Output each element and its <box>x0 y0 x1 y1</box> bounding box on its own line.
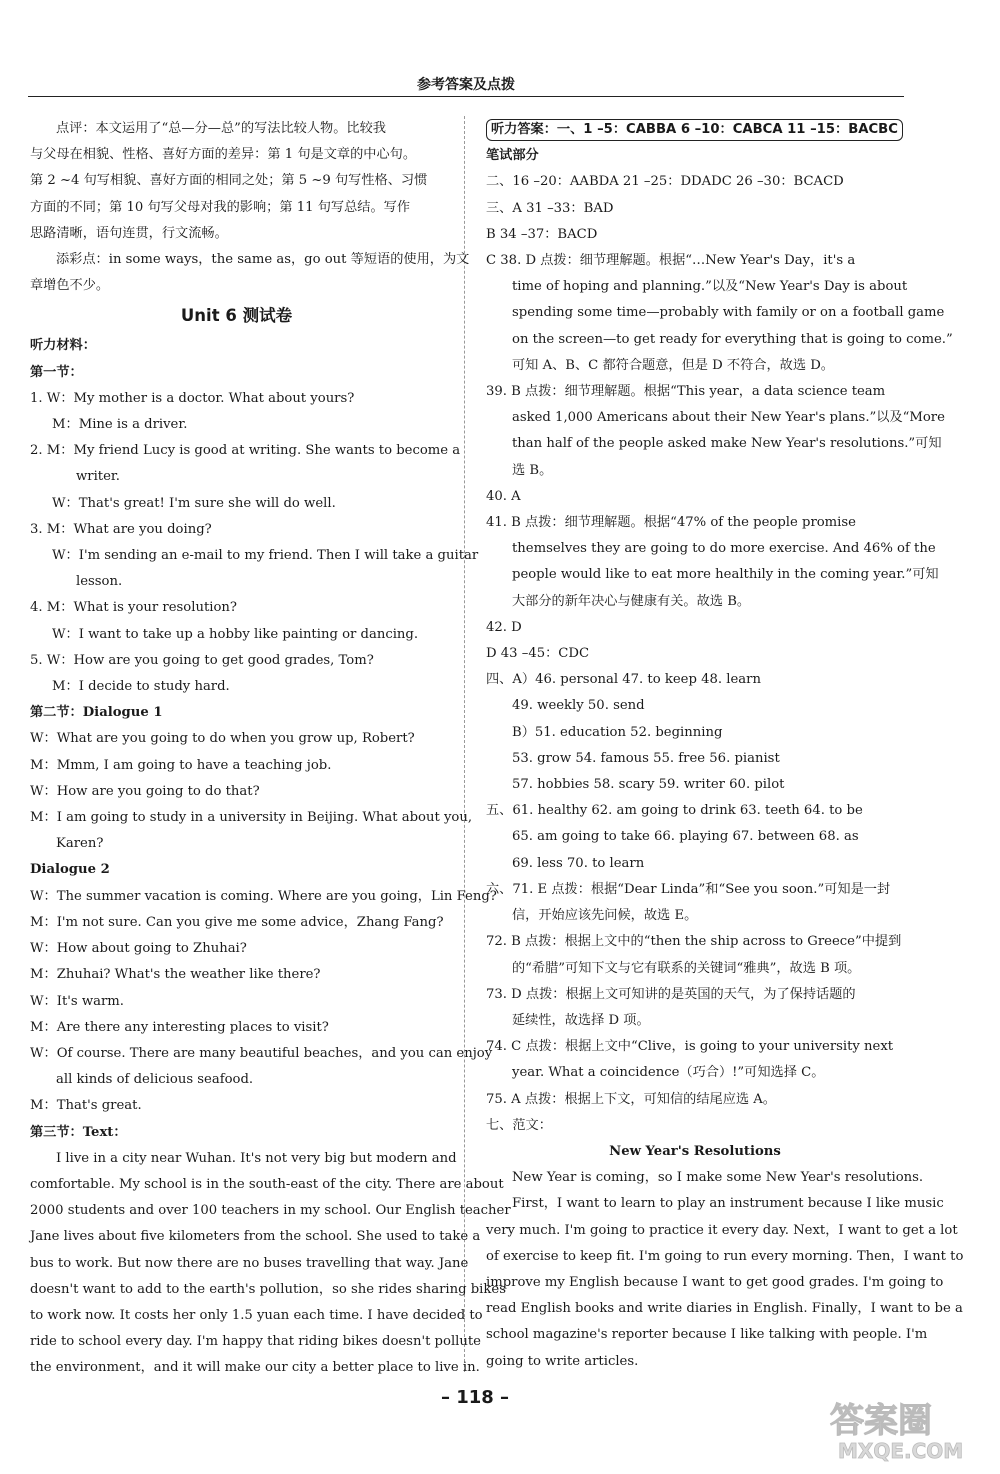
text-line: Jane lives about five kilometers from the school. She used to take a <box>30 1229 481 1245</box>
text-line: 53. grow 54. famous 55. free 56. pianist <box>512 750 780 766</box>
text-line: W：The summer vacation is coming. Where are you going，Lin Feng? <box>30 888 497 904</box>
text-line: on the screen—to get ready for everything that is going to come.” <box>512 331 953 347</box>
text-line: improve my English because I want to get good grades. I'm going to <box>486 1274 944 1290</box>
section1-heading: 第一节： <box>30 364 83 380</box>
text-line: 二、16 –20：AABDA 21 –25：DDADC 26 –30：BCACD <box>486 174 844 190</box>
text-line: 3. M：What are you doing? <box>30 521 212 537</box>
text-line: W：What are you going to do when you grow up, Robert? <box>30 731 415 747</box>
text-line: 4. M：What is your resolution? <box>30 600 237 616</box>
text-line: themselves they are going to do more exercise. And 46% of the <box>512 541 936 557</box>
text-line: year. What a coincidence（巧合）!”可知选择 C。 <box>512 1065 825 1081</box>
text-line: 1. W：My mother is a doctor. What about yours? <box>30 390 355 406</box>
text-line: 点评：本文运用了“总—分—总”的写法比较人物。比较我 <box>56 121 386 136</box>
written-heading: 笔试部分 <box>486 148 539 164</box>
unit-title: Unit 6 测试卷 <box>180 306 293 326</box>
text-line: W：I want to take up a hobby like painting or dancing. <box>52 626 419 642</box>
text-line: 49. weekly 50. send <box>512 698 645 714</box>
text-line: C 38. D 点拨：细节理解题。根据“…New Year's Day，it's a <box>486 253 856 269</box>
right-column <box>486 116 964 1375</box>
text-line: M：Mmm, I am going to have a teaching job. <box>30 757 332 773</box>
text-line: B）51. education 52. beginning <box>512 724 723 740</box>
text-line: 57. hobbies 58. scary 59. writer 60. pilot <box>512 777 785 793</box>
text-line: 六、71. E 点拨：根据“Dear Linda”和“See you soon.”可知是一封 <box>486 881 891 897</box>
page-number: – 118 – <box>440 1387 510 1408</box>
listening-answers: 听力答案：一、1 –5：CABBA 6 –10：CABCA 11 –15：BACBC <box>486 119 903 141</box>
section1-list <box>30 386 479 700</box>
text-line: M：Mine is a driver. <box>52 417 188 433</box>
text-line: 的“希腊”可知下文与它有联系的关键词“雅典”，故选 B 项。 <box>512 960 861 976</box>
page-header <box>28 74 904 97</box>
text-line: M：I am going to study in a university in Beijing. What about you, <box>30 810 473 826</box>
text-line: 72. B 点拨：根据上文中的“then the ship across to Greece”中提到 <box>486 934 902 950</box>
text-line: New Year is coming，so I make some New Year's resolutions. <box>512 1170 924 1186</box>
text-line: 方面的不同；第 10 句写父母对我的影响；第 11 句写总结。写作 <box>30 199 411 215</box>
text-line: 69. less 70. to learn <box>512 855 645 871</box>
text-line: school magazine's reporter because I like talking with people. I'm <box>486 1327 928 1343</box>
text-line: M：Zhuhai? What's the weather like there? <box>30 967 321 983</box>
section3-heading: 第三节：Text： <box>30 1124 127 1140</box>
text-line: comfortable. My school is in the south-east of the city. There are about <box>30 1176 504 1192</box>
section2-heading: 第二节：Dialogue 1 <box>30 705 163 721</box>
text-line: 大部分的新年决心与健康有关。故选 B。 <box>512 593 751 609</box>
text-line: First，I want to learn to play an instrument because I like music <box>512 1196 944 1212</box>
text-line: 73. D 点拨：根据上文可知讲的是英国的天气，为了保持话题的 <box>486 986 856 1002</box>
text-line: of exercise to keep fit. I'm going to run every morning. Then，I want to <box>486 1248 964 1264</box>
text-line: writer. <box>76 469 120 485</box>
text-line: the environment，and it will make our city a better place to live in. <box>30 1360 480 1376</box>
dialogue2-heading: Dialogue 2 <box>30 862 110 878</box>
svg-text:答案圈: 答案圈 <box>830 1401 932 1441</box>
text-line: 五、61. healthy 62. am going to drink 63. teeth 64. to be <box>486 803 863 819</box>
text-line: 65. am going to take 66. playing 67. between 68. as <box>512 829 859 845</box>
listening-heading: 听力材料： <box>30 338 96 354</box>
text-line: W：It's warm. <box>30 993 124 1009</box>
text-line: 42. D <box>486 619 522 635</box>
text-line: asked 1,000 Americans about their New Year's plans.”以及“More <box>512 410 945 426</box>
text-line: W：How are you going to do that? <box>30 783 260 799</box>
text-line: B 34 –37：BACD <box>486 226 598 242</box>
dialogue1-list <box>30 726 473 857</box>
text-line: 与父母在相貌、性格、喜好方面的差异：第 1 句是文章的中心句。 <box>30 147 417 163</box>
text-line: spending some time—probably with family or on a football game <box>512 305 945 321</box>
highlight-block <box>30 247 470 299</box>
text-line: 选 B。 <box>512 462 553 478</box>
text-line: bus to work. But now there are no buses travelling that way. Jane <box>30 1255 469 1271</box>
dialogue2-list <box>30 884 497 1120</box>
answer-list <box>486 169 953 1139</box>
text-line: people would like to eat more healthily in the coming year.”可知 <box>512 567 939 583</box>
text-line: 40. A <box>486 488 521 504</box>
review-block <box>30 116 443 247</box>
text-line: 39. B 点拨：细节理解题。根据“This year，a data science team <box>486 384 886 400</box>
watermark-logo-icon <box>820 1392 990 1464</box>
text-line: W：That's great! I'm sure she will do well. <box>52 495 336 511</box>
text-line: 七、范文： <box>486 1117 552 1133</box>
text-line: 5. W：How are you going to get good grades, Tom? <box>30 652 374 668</box>
text-line: 2. M：My friend Lucy is good at writing. She wants to become a <box>30 443 461 459</box>
text-line: W：Of course. There are many beautiful beaches，and you can enjoy <box>30 1045 493 1061</box>
text-line: 可知 A、B、C 都符合题意，但是 D 不符合，故选 D。 <box>512 357 834 373</box>
text-line: M：I decide to study hard. <box>52 679 230 695</box>
essay-title: New Year's Resolutions <box>609 1143 781 1159</box>
text-line: going to write articles. <box>486 1353 639 1369</box>
watermark-logo <box>820 1392 990 1464</box>
listening-answers-row <box>486 116 904 143</box>
text-line: M：I'm not sure. Can you give me some advice，Zhang Fang? <box>30 914 444 930</box>
essay-body <box>486 1165 964 1375</box>
text-line: 2000 students and over 100 teachers in my school. Our English teacher <box>30 1203 511 1219</box>
text-line: 添彩点：in some ways，the same as，go out 等短语的使用，为文 <box>56 252 470 268</box>
text-line: 第 2 ~4 句写相貌、喜好方面的相同之处；第 5 ~9 句写性格、习惯 <box>30 173 428 189</box>
listening-text <box>30 1146 511 1382</box>
text-line: 41. B 点拨：细节理解题。根据“47% of the people promise <box>486 515 856 531</box>
text-line: doesn't want to add to the earth's pollution，so she rides sharing bikes <box>30 1281 506 1297</box>
header-title: 参考答案及点拨 <box>417 77 515 93</box>
text-line: 三、A 31 –33：BAD <box>486 200 614 216</box>
text-line: I live in a city near Wuhan. It's not very big but modern and <box>56 1150 457 1166</box>
text-line: W：I'm sending an e-mail to my friend. Then I will take a guitar <box>52 548 479 564</box>
text-line: 75. A 点拨：根据上下文，可知信的结尾应选 A。 <box>486 1091 776 1107</box>
svg-text:MXQE.COM: MXQE.COM <box>838 1439 964 1463</box>
text-line: 章增色不少。 <box>30 278 110 294</box>
text-line: ride to school every day. I'm happy that riding bikes doesn't pollute <box>30 1334 481 1350</box>
text-line: read English books and write diaries in English. Finally，I want to be a <box>486 1301 963 1317</box>
text-line: 思路清晰，语句连贯，行文流畅。 <box>30 225 228 241</box>
text-line: than half of the people asked make New Year's resolutions.”可知 <box>512 436 942 452</box>
text-line: lesson. <box>76 574 123 590</box>
text-line: M：That's great. <box>30 1098 142 1114</box>
text-line: 信，开始应该先问候，故选 E。 <box>512 908 698 924</box>
text-line: 延续性，故选择 D 项。 <box>512 1012 650 1028</box>
text-line: W：How about going to Zhuhai? <box>30 941 247 957</box>
text-line: time of hoping and planning.”以及“New Year's Day is about <box>512 279 908 295</box>
text-line: M：Are there any interesting places to visit? <box>30 1019 329 1035</box>
text-line: D 43 –45：CDC <box>486 646 590 662</box>
text-line: very much. I'm going to practice it every day. Next，I want to get a lot <box>486 1222 958 1238</box>
text-line: to work now. It costs her only 1.5 yuan each time. I have decided to <box>30 1307 483 1323</box>
text-line: Karen? <box>56 836 104 852</box>
text-line: 74. C 点拨：根据上文中“Clive，is going to your university next <box>486 1039 894 1055</box>
text-line: all kinds of delicious seafood. <box>56 1072 254 1088</box>
text-line: 四、A）46. personal 47. to keep 48. learn <box>486 672 761 688</box>
